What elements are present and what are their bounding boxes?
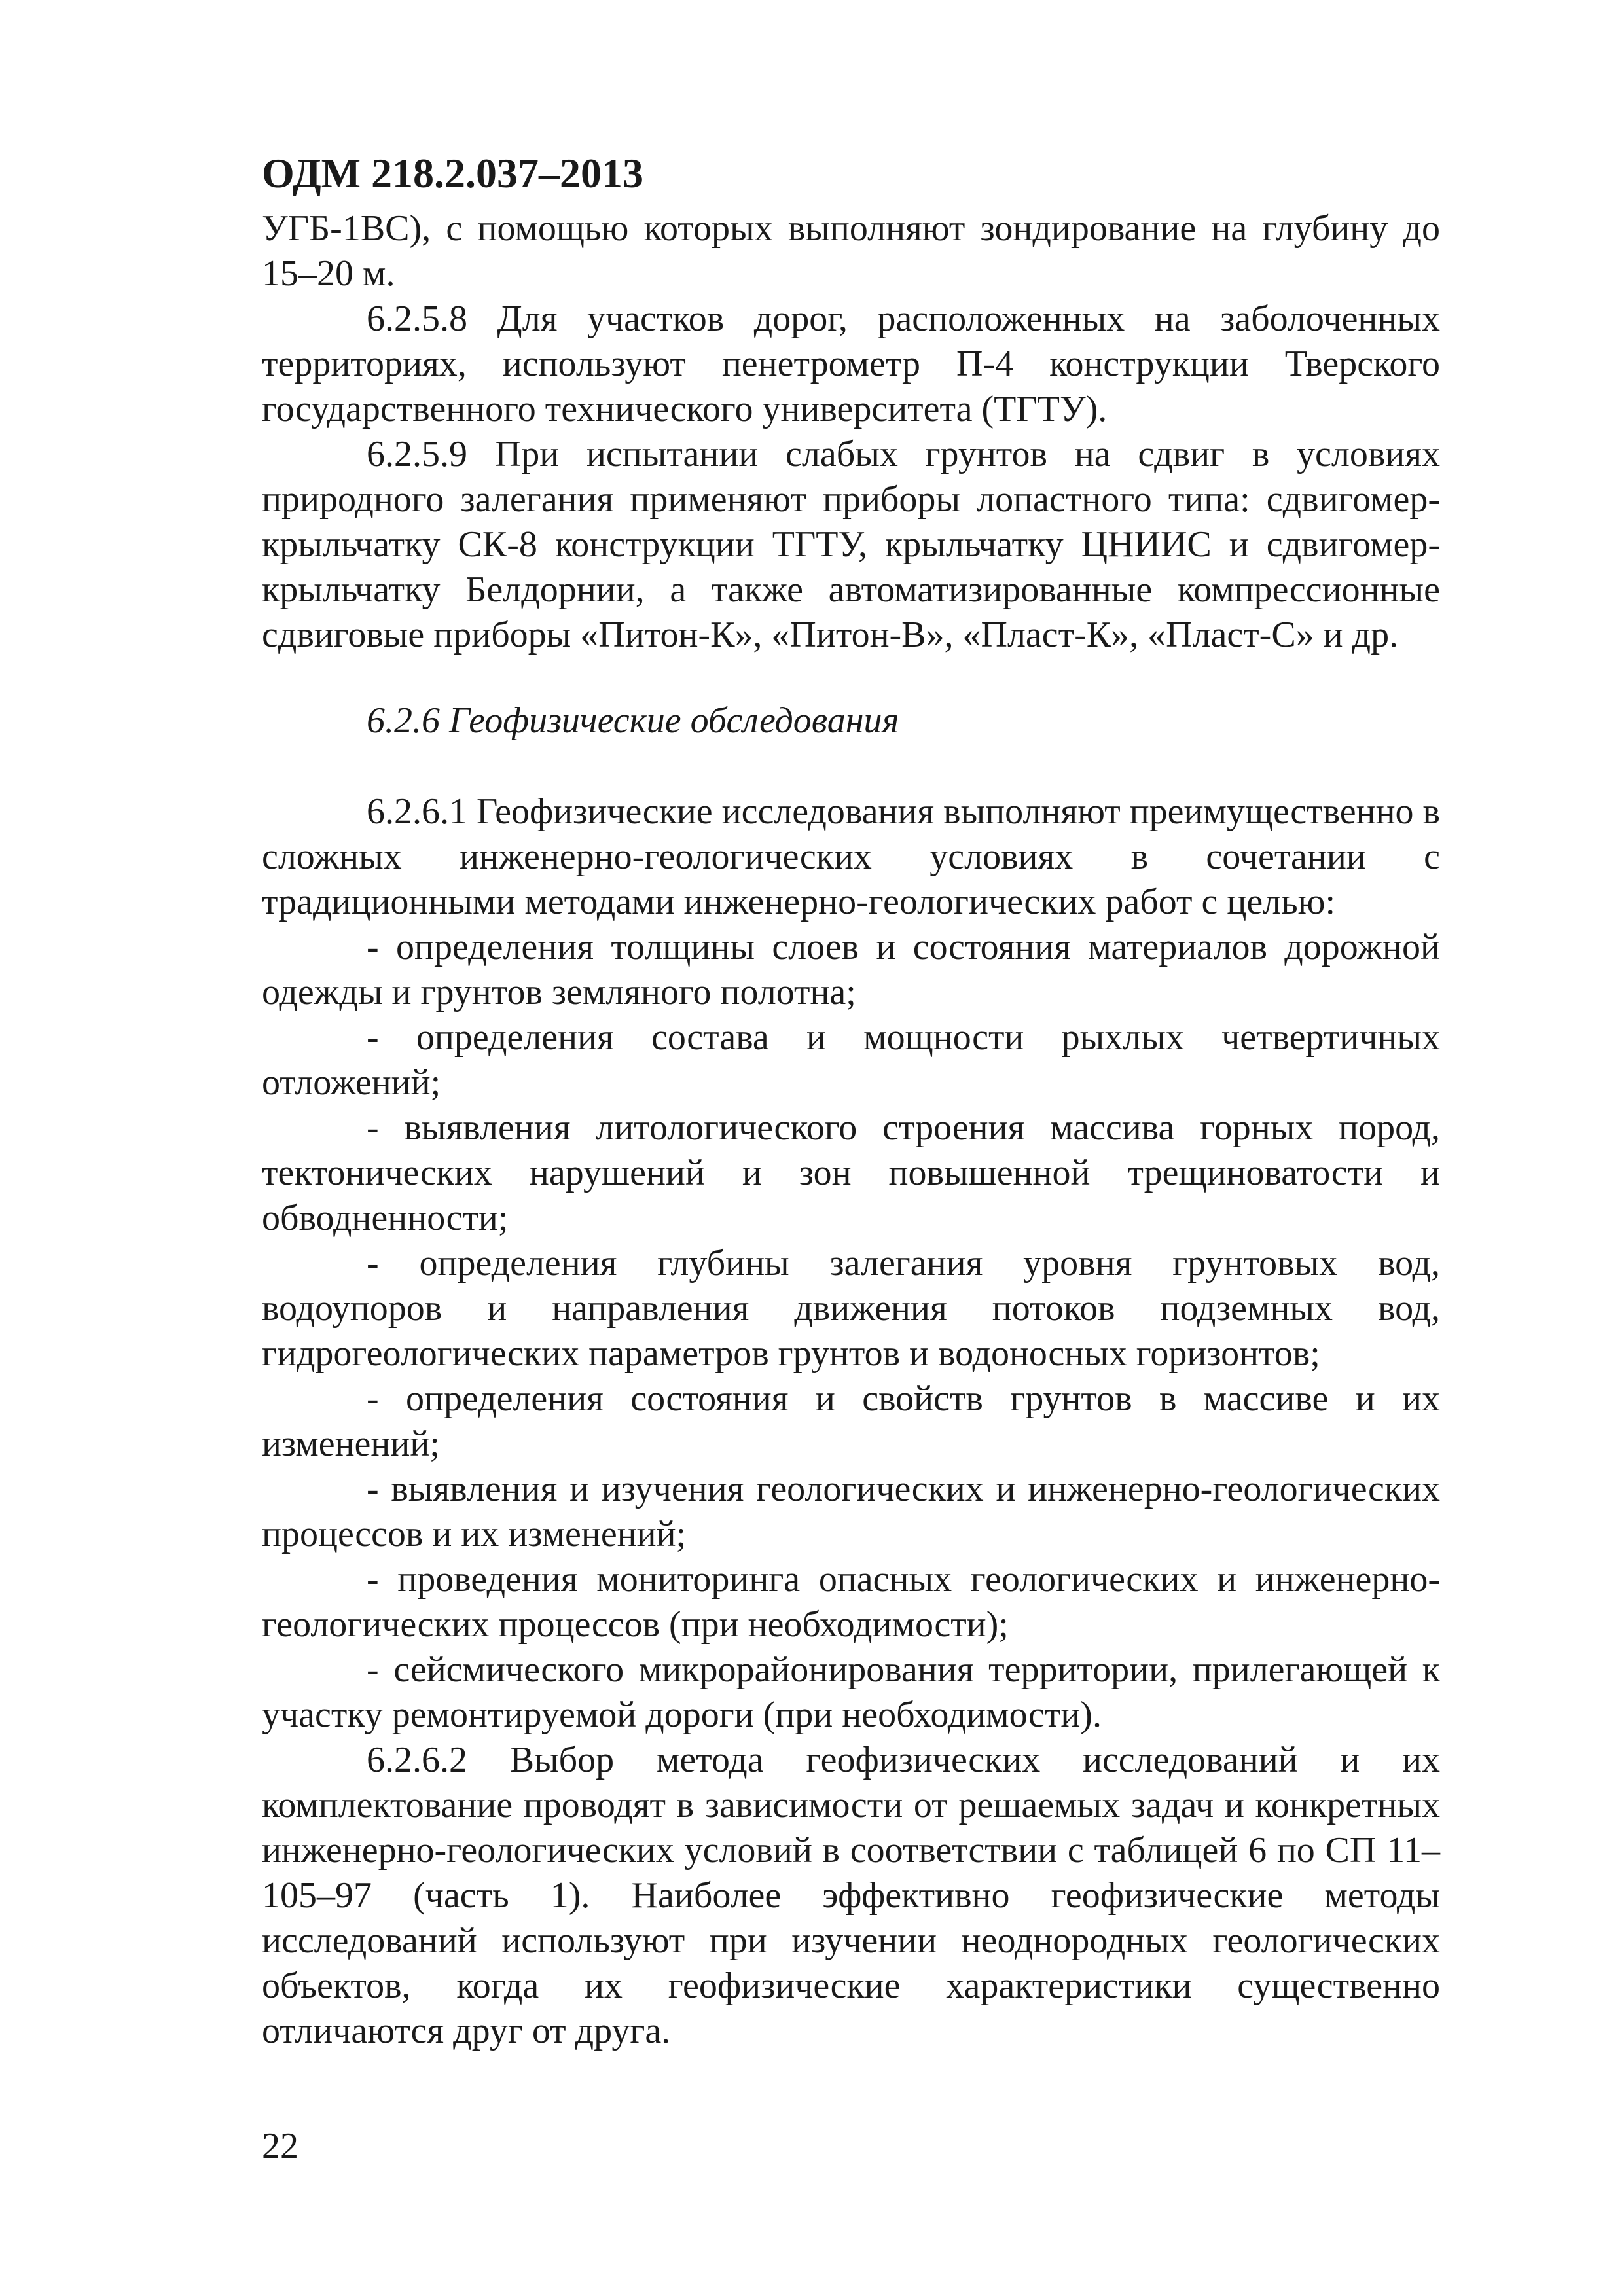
list-item-quaternary-deposits: - определения состава и мощности рыхлых четвертичных отложений; bbox=[262, 1017, 1440, 1103]
document-page bbox=[262, 147, 1440, 2189]
page-number: 22 bbox=[262, 2126, 298, 2166]
document-code: ОДМ 218.2.037–2013 bbox=[262, 150, 644, 196]
paragraph-6-2-5-9: 6.2.5.9 При испытании слабых грунтов на сдвиг в условиях природного залегания применяют приборы лопастного типа: сдвигомер-крыльчатку СК-8 конструкции ТГТУ, крыльчатку ЦНИИС и сдвигомер-крыльчатку Белдорнии, а также автоматизированные компрессионные сдвиговые приборы «Питон-К», «Питон-В», «Пласт-К», «Пласт-С» и др. bbox=[262, 434, 1440, 655]
list-item-soil-state: - определения состояния и свойств грунтов в массиве и их изменений; bbox=[262, 1378, 1440, 1464]
paragraph-6-2-6-2: 6.2.6.2 Выбор метода геофизических исследований и их комплектование проводят в зависимости от решаемых задач и конкретных инженерно-геологических условий в соответствии с таблицей 6 по СП 11–105–97 (часть 1). Наиболее эффективно геофизические методы исследований используют при изучении неоднородных геологических объектов, когда их геофизические характеристики существенно отличаются друг от друга. bbox=[262, 1740, 1440, 2051]
paragraph-continuation: УГБ-1ВС), с помощью которых выполняют зондирование на глубину до 15–20 м. bbox=[262, 208, 1440, 294]
list-item-monitoring: - проведения мониторинга опасных геологических и инженерно-геологических процессов (при необходимости); bbox=[262, 1559, 1440, 1645]
list-item-geological-processes: - выявления и изучения геологических и инженерно-геологических процессов и их изменений; bbox=[262, 1469, 1440, 1554]
paragraph-6-2-5-8: 6.2.5.8 Для участков дорог, расположенных на заболоченных территориях, используют пенетрометр П-4 конструкции Тверского государственного технического университета (ТГТУ). bbox=[262, 298, 1440, 429]
list-item-groundwater: - определения глубины залегания уровня грунтовых вод, водоупоров и направления движения потоков подземных вод, гидрогеологических параметров грунтов и водоносных горизонтов; bbox=[262, 1243, 1440, 1374]
list-item-layer-thickness: - определения толщины слоев и состояния материалов дорожной одежды и грунтов земляного полотна; bbox=[262, 927, 1440, 1013]
list-item-lithology: - выявления литологического строения массива горных пород, тектонических нарушений и зон повышенной трещиноватости и обводненности; bbox=[262, 1107, 1440, 1238]
list-item-seismic-zoning: - сейсмического микрорайонирования территории, прилегающей к участку ремонтируемой дороги (при необходимости). bbox=[262, 1649, 1440, 1735]
section-heading-6-2-6: 6.2.6 Геофизические обследования bbox=[367, 700, 899, 741]
paragraph-6-2-6-1: 6.2.6.1 Геофизические исследования выполняют преимущественно в сложных инженерно-геологических условиях в сочетании с традиционными методами инженерно-геологических работ с целью: bbox=[262, 791, 1440, 922]
